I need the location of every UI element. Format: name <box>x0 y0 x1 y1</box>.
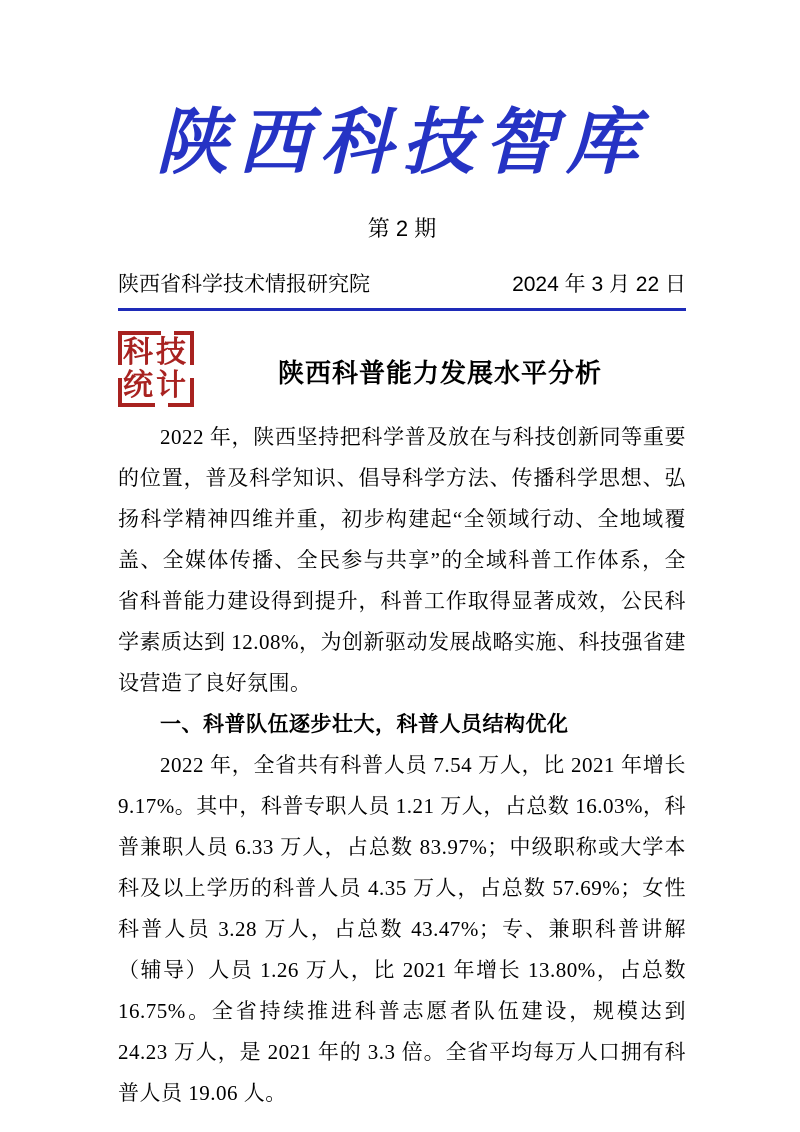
article-title: 陕西科普能力发展水平分析 <box>277 359 602 388</box>
section-1-paragraph: 2022 年，全省共有科普人员 7.54 万人，比 2021 年增长 9.17%。其中，科普专职人员 1.21 万人，占总数 16.03%，科普兼职人员 6.33 万人，占总数 83.97%；中级职称或大学本科及以上学历的科普人员 4.35 万人，占总数 57.69%；女性科普人员 3.28 万人，占总数 43.47%；专、兼职科普讲解（辅导）人员 1.26 万人，比 2021 年增长 13.80%，占总数 16.75%。全省持续推进科普志愿者队伍建设，规模达到 24.23 万人，是 2021 年的 3.3 倍。全省平均每万人口拥有科普人员 19.06 人。 <box>118 753 686 1105</box>
publication-date: 2024 年 3 月 22 日 <box>512 273 686 296</box>
intro-paragraph: 2022 年，陕西坚持把科学普及放在与科技创新同等重要的位置，普及科学知识、倡导科学方法、传播科学思想、弘扬科学精神四维并重，初步构建起“全领域行动、全地域覆盖、全媒体传播、全民参与共享”的全域科普工作体系，全省科普能力建设得到提升，科普工作取得显著成效，公民科学素质达到 12.08%，为创新驱动发展战略实施、科技强省建设营造了良好氛围。 <box>118 425 686 695</box>
stamp-text-line1: 科技 <box>123 336 189 369</box>
stamp-text-line2: 统计 <box>123 369 189 402</box>
issue-number: 第 2 期 <box>367 216 437 241</box>
article-header <box>118 331 686 407</box>
science-statistics-stamp <box>118 331 194 407</box>
publication-title: 陕西科技智库 <box>155 99 648 184</box>
stamp-border-gap <box>190 365 194 378</box>
organization-name: 陕西省科学技术情报研究院 <box>118 273 370 296</box>
stamp-border-gap <box>118 365 122 378</box>
article-body <box>118 417 686 1114</box>
content-column <box>118 0 686 1114</box>
section-1-heading: 一、科普队伍逐步壮大，科普人员结构优化 <box>160 713 569 736</box>
stamp-border-gap <box>161 331 174 335</box>
masthead-row <box>118 270 686 311</box>
stamp-border-gap <box>155 403 168 407</box>
